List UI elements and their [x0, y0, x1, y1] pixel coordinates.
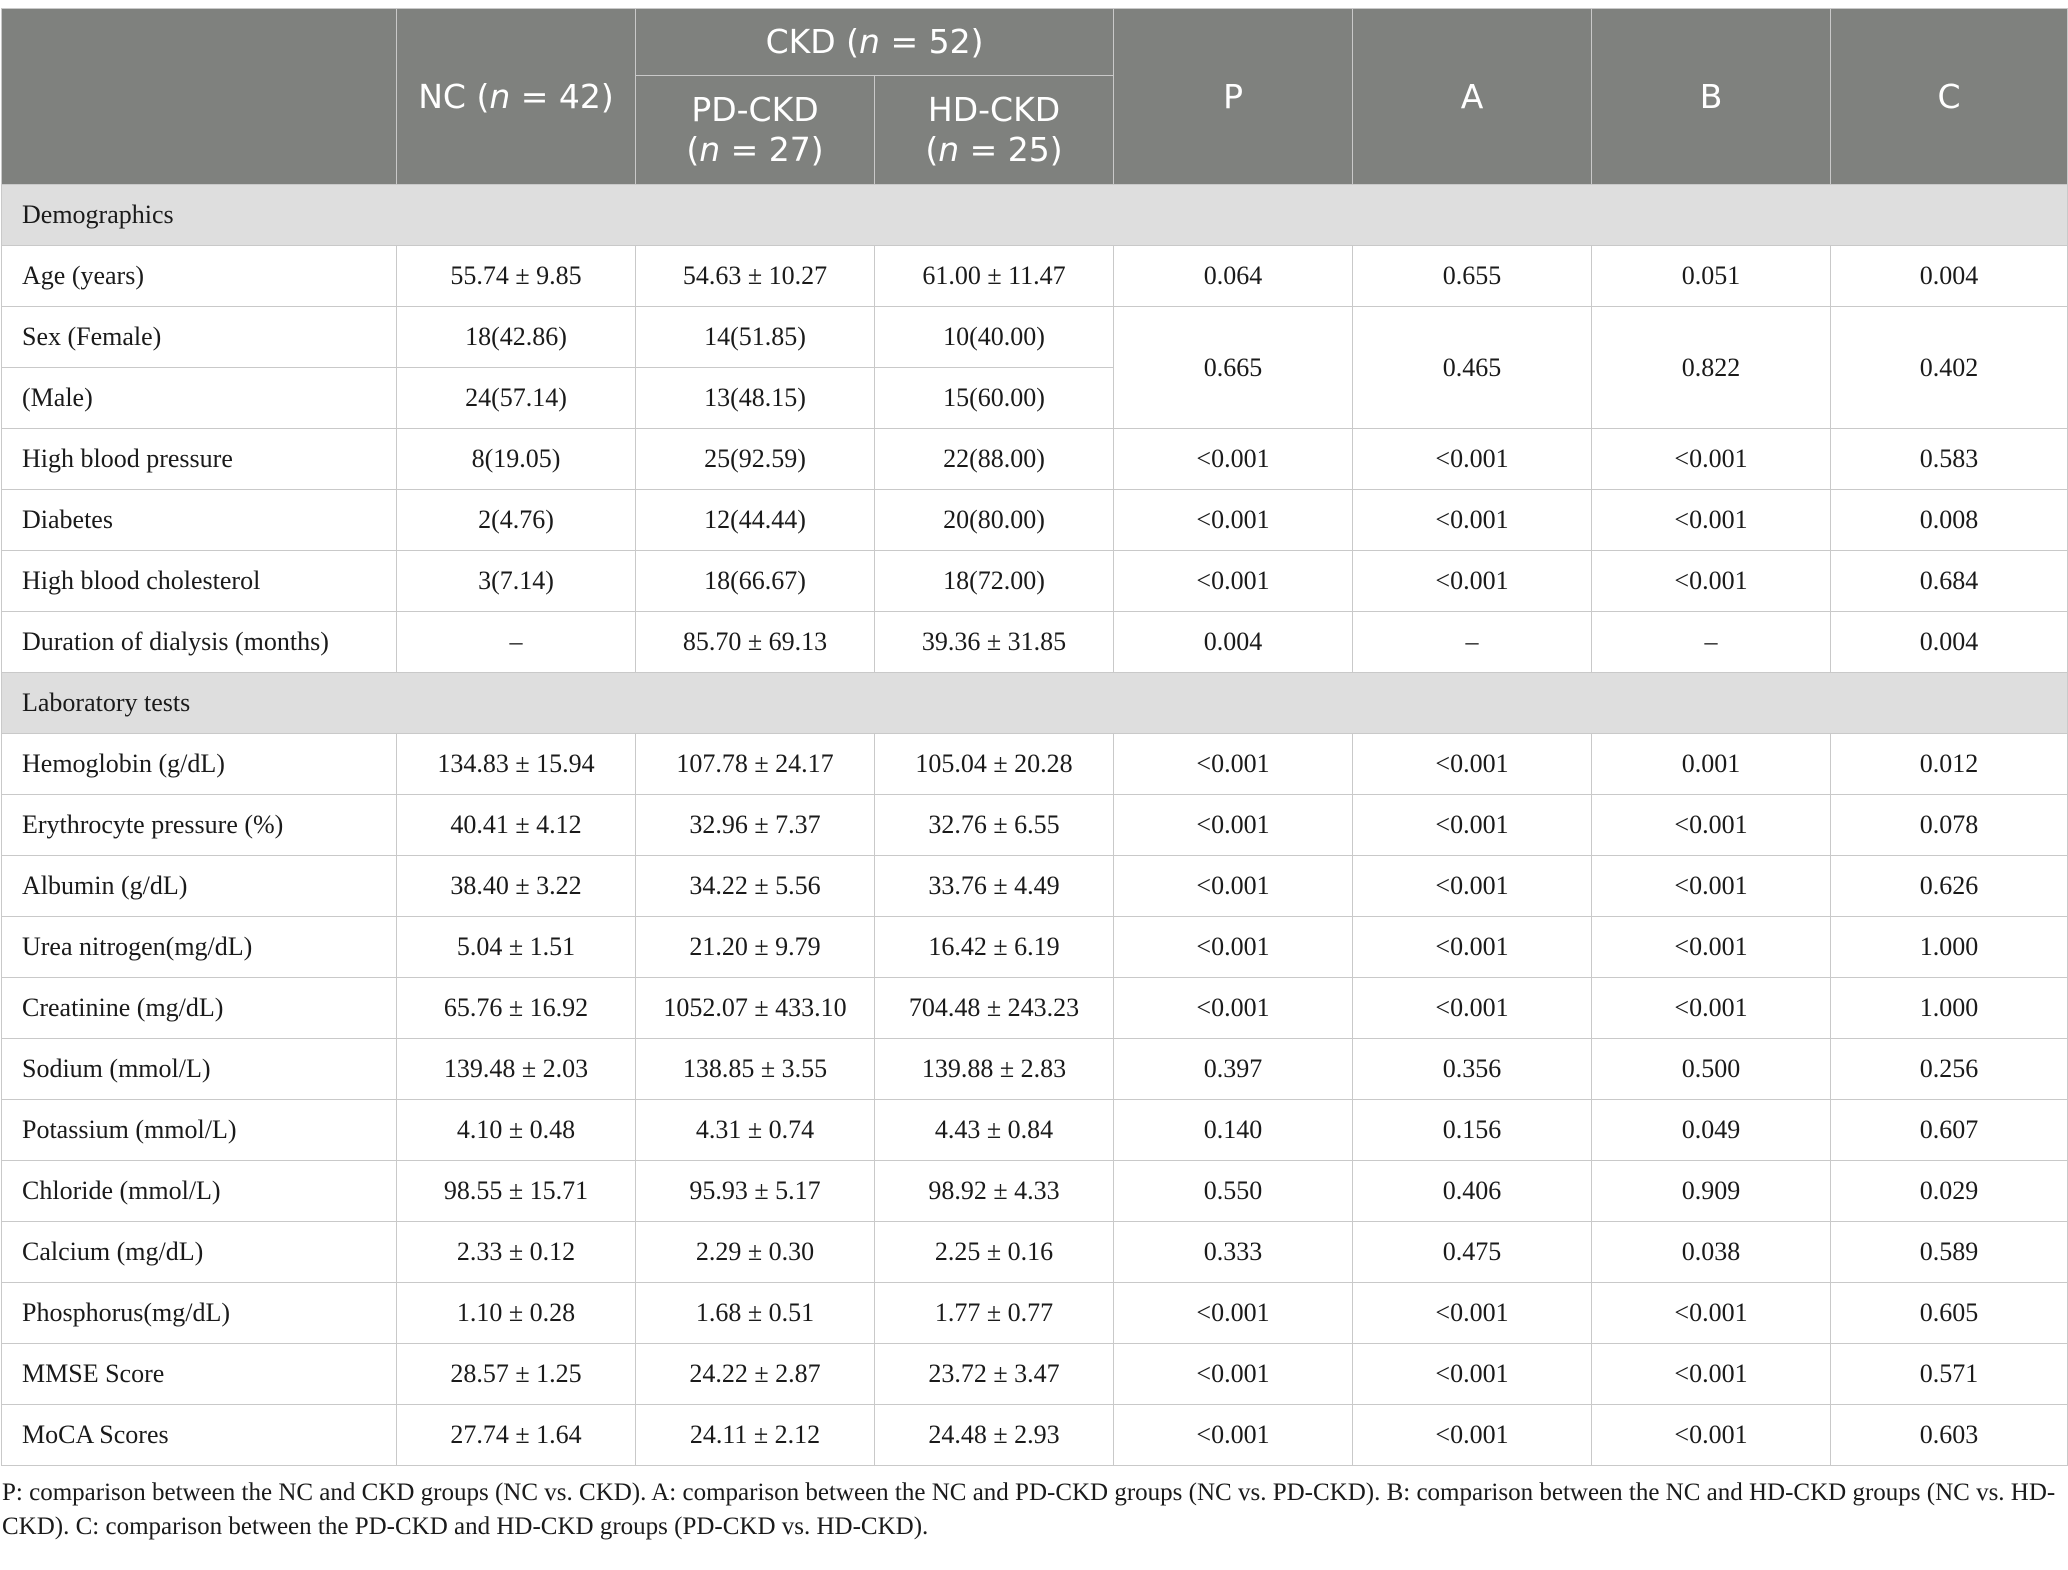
- header-pd-label: PD-CKD: [691, 90, 819, 129]
- cell-p: <0.001: [1114, 1344, 1353, 1405]
- cell-c: 0.029: [1831, 1161, 2068, 1222]
- row-label: Age (years): [2, 246, 397, 307]
- table-row: [2, 917, 2068, 978]
- cell-c: 0.626: [1831, 856, 2068, 917]
- cell-pd: 95.93 ± 5.17: [636, 1161, 875, 1222]
- cell-pd: 21.20 ± 9.79: [636, 917, 875, 978]
- cell-p: 0.665: [1114, 307, 1353, 429]
- cell-pd: 25(92.59): [636, 429, 875, 490]
- row-label: Diabetes: [2, 490, 397, 551]
- header-nc: [397, 9, 636, 185]
- table-row: [2, 490, 2068, 551]
- cell-p: 0.064: [1114, 246, 1353, 307]
- cell-hd: 24.48 ± 2.93: [875, 1405, 1114, 1466]
- cell-nc: 24(57.14): [397, 368, 636, 429]
- cell-pd: 24.22 ± 2.87: [636, 1344, 875, 1405]
- cell-b: 0.822: [1592, 307, 1831, 429]
- header-a: A: [1353, 9, 1592, 185]
- header-pd-n: n: [699, 130, 721, 169]
- section-demographics: Demographics: [2, 185, 2068, 246]
- cell-pd: 18(66.67): [636, 551, 875, 612]
- table-row: [2, 734, 2068, 795]
- cell-hd: 1.77 ± 0.77: [875, 1283, 1114, 1344]
- table-row: [2, 551, 2068, 612]
- header-nc-count: = 42): [510, 76, 614, 116]
- cell-hd: 23.72 ± 3.47: [875, 1344, 1114, 1405]
- cell-a: –: [1353, 612, 1592, 673]
- table-row: [2, 612, 2068, 673]
- cell-nc: 134.83 ± 15.94: [397, 734, 636, 795]
- cell-pd: 34.22 ± 5.56: [636, 856, 875, 917]
- cell-c: 0.008: [1831, 490, 2068, 551]
- cell-nc: 55.74 ± 9.85: [397, 246, 636, 307]
- cell-nc: 139.48 ± 2.03: [397, 1039, 636, 1100]
- header-pd-ckd: [636, 76, 875, 185]
- cell-pd: 12(44.44): [636, 490, 875, 551]
- cell-nc: 40.41 ± 4.12: [397, 795, 636, 856]
- cell-pd: 54.63 ± 10.27: [636, 246, 875, 307]
- cell-hd: 39.36 ± 31.85: [875, 612, 1114, 673]
- cell-nc: 4.10 ± 0.48: [397, 1100, 636, 1161]
- cell-nc: 28.57 ± 1.25: [397, 1344, 636, 1405]
- cell-b: <0.001: [1592, 1283, 1831, 1344]
- cell-a: <0.001: [1353, 1283, 1592, 1344]
- row-label: High blood pressure: [2, 429, 397, 490]
- row-label: High blood cholesterol: [2, 551, 397, 612]
- table-row: [2, 1100, 2068, 1161]
- cell-pd: 13(48.15): [636, 368, 875, 429]
- cell-c: 0.583: [1831, 429, 2068, 490]
- header-b: B: [1592, 9, 1831, 185]
- table-row: [2, 429, 2068, 490]
- cell-a: <0.001: [1353, 856, 1592, 917]
- cell-a: 0.406: [1353, 1161, 1592, 1222]
- cell-b: <0.001: [1592, 856, 1831, 917]
- header-empty-cell: [2, 9, 397, 185]
- table-row: [2, 1344, 2068, 1405]
- cell-c: 0.004: [1831, 246, 2068, 307]
- cell-pd: 24.11 ± 2.12: [636, 1405, 875, 1466]
- cell-b: 0.038: [1592, 1222, 1831, 1283]
- cell-b: –: [1592, 612, 1831, 673]
- cell-pd: 2.29 ± 0.30: [636, 1222, 875, 1283]
- header-p: P: [1114, 9, 1353, 185]
- cell-p: <0.001: [1114, 429, 1353, 490]
- cell-c: 0.571: [1831, 1344, 2068, 1405]
- cell-a: 0.156: [1353, 1100, 1592, 1161]
- table-footnote: P: comparison between the NC and CKD groups (NC vs. CKD). A: comparison between the NC and PD-CKD groups (NC vs. PD-CKD). B: comparison between the NC and HD-CKD groups (NC vs. HD-CKD). C: comparison between the PD-CKD and HD-CKD groups (PD-CKD vs. HD-CKD).: [2, 1479, 2056, 1540]
- cell-pd: 1052.07 ± 433.10: [636, 978, 875, 1039]
- cell-p: <0.001: [1114, 1405, 1353, 1466]
- row-label: Erythrocyte pressure (%): [2, 795, 397, 856]
- cell-c: 0.607: [1831, 1100, 2068, 1161]
- cell-hd: 61.00 ± 11.47: [875, 246, 1114, 307]
- cell-nc: 38.40 ± 3.22: [397, 856, 636, 917]
- cell-hd: 22(88.00): [875, 429, 1114, 490]
- row-label: MMSE Score: [2, 1344, 397, 1405]
- header-ckd-count: = 52): [879, 22, 984, 61]
- header-ckd-n: n: [859, 22, 880, 61]
- cell-c: 0.402: [1831, 307, 2068, 429]
- cell-nc: 2(4.76): [397, 490, 636, 551]
- cell-nc: 18(42.86): [397, 307, 636, 368]
- cell-p: 0.550: [1114, 1161, 1353, 1222]
- table-row: [2, 307, 2068, 368]
- row-label: MoCA Scores: [2, 1405, 397, 1466]
- row-label: Albumin (g/dL): [2, 856, 397, 917]
- cell-c: 0.256: [1831, 1039, 2068, 1100]
- cell-c: 0.589: [1831, 1222, 2068, 1283]
- cell-p: 0.004: [1114, 612, 1353, 673]
- cell-hd: 139.88 ± 2.83: [875, 1039, 1114, 1100]
- cell-b: <0.001: [1592, 795, 1831, 856]
- cell-a: <0.001: [1353, 734, 1592, 795]
- row-label: Duration of dialysis (months): [2, 612, 397, 673]
- table-row: [2, 246, 2068, 307]
- cell-pd: 14(51.85): [636, 307, 875, 368]
- cell-nc: 5.04 ± 1.51: [397, 917, 636, 978]
- row-label: Calcium (mg/dL): [2, 1222, 397, 1283]
- row-label: Potassium (mmol/L): [2, 1100, 397, 1161]
- table-body: [2, 185, 2068, 1466]
- row-label: Hemoglobin (g/dL): [2, 734, 397, 795]
- row-label: Phosphorus(mg/dL): [2, 1283, 397, 1344]
- cell-a: <0.001: [1353, 1344, 1592, 1405]
- cell-pd: 4.31 ± 0.74: [636, 1100, 875, 1161]
- table-row: [2, 978, 2068, 1039]
- cell-c: 0.078: [1831, 795, 2068, 856]
- cell-nc: –: [397, 612, 636, 673]
- cell-pd: 138.85 ± 3.55: [636, 1039, 875, 1100]
- cell-a: <0.001: [1353, 795, 1592, 856]
- cell-c: 0.012: [1831, 734, 2068, 795]
- cell-hd: 15(60.00): [875, 368, 1114, 429]
- cell-a: <0.001: [1353, 490, 1592, 551]
- header-ckd: [636, 9, 1114, 76]
- cell-b: 0.909: [1592, 1161, 1831, 1222]
- cell-p: <0.001: [1114, 551, 1353, 612]
- cell-nc: 98.55 ± 15.71: [397, 1161, 636, 1222]
- cell-c: 1.000: [1831, 978, 2068, 1039]
- cell-b: <0.001: [1592, 917, 1831, 978]
- cell-p: 0.140: [1114, 1100, 1353, 1161]
- cell-b: <0.001: [1592, 429, 1831, 490]
- cell-b: <0.001: [1592, 1405, 1831, 1466]
- header-nc-label: NC (: [418, 76, 490, 116]
- header-pd-count: = 27): [720, 130, 824, 169]
- cell-p: 0.397: [1114, 1039, 1353, 1100]
- cell-b: <0.001: [1592, 1344, 1831, 1405]
- cell-pd: 1.68 ± 0.51: [636, 1283, 875, 1344]
- cell-a: <0.001: [1353, 429, 1592, 490]
- header-hd-n: n: [938, 130, 960, 169]
- row-label: Creatinine (mg/dL): [2, 978, 397, 1039]
- cell-hd: 98.92 ± 4.33: [875, 1161, 1114, 1222]
- cell-hd: 20(80.00): [875, 490, 1114, 551]
- cell-c: 0.684: [1831, 551, 2068, 612]
- cell-a: <0.001: [1353, 917, 1592, 978]
- characteristics-table: [1, 8, 2068, 1466]
- cell-c: 0.004: [1831, 612, 2068, 673]
- cell-c: 0.605: [1831, 1283, 2068, 1344]
- cell-nc: 8(19.05): [397, 429, 636, 490]
- cell-pd: 32.96 ± 7.37: [636, 795, 875, 856]
- cell-a: 0.655: [1353, 246, 1592, 307]
- header-hd-paren: (: [925, 130, 939, 169]
- cell-p: <0.001: [1114, 490, 1353, 551]
- cell-p: <0.001: [1114, 795, 1353, 856]
- cell-hd: 2.25 ± 0.16: [875, 1222, 1114, 1283]
- cell-hd: 10(40.00): [875, 307, 1114, 368]
- table-header: [2, 9, 2068, 185]
- cell-b: <0.001: [1592, 490, 1831, 551]
- cell-b: 0.500: [1592, 1039, 1831, 1100]
- cell-b: <0.001: [1592, 551, 1831, 612]
- cell-p: <0.001: [1114, 734, 1353, 795]
- cell-b: <0.001: [1592, 978, 1831, 1039]
- cell-hd: 18(72.00): [875, 551, 1114, 612]
- header-nc-n: n: [489, 76, 511, 116]
- table-row: [2, 1222, 2068, 1283]
- section-laboratory-tests: Laboratory tests: [2, 673, 2068, 734]
- cell-nc: 27.74 ± 1.64: [397, 1405, 636, 1466]
- cell-p: 0.333: [1114, 1222, 1353, 1283]
- cell-a: 0.465: [1353, 307, 1592, 429]
- cell-hd: 105.04 ± 20.28: [875, 734, 1114, 795]
- table-figure: [0, 8, 2068, 1544]
- cell-hd: 704.48 ± 243.23: [875, 978, 1114, 1039]
- table-row: [2, 795, 2068, 856]
- cell-hd: 4.43 ± 0.84: [875, 1100, 1114, 1161]
- header-pd-paren: (: [686, 130, 700, 169]
- cell-pd: 85.70 ± 69.13: [636, 612, 875, 673]
- cell-b: 0.001: [1592, 734, 1831, 795]
- cell-a: <0.001: [1353, 978, 1592, 1039]
- table-row: [2, 1283, 2068, 1344]
- table-row: [2, 856, 2068, 917]
- cell-a: 0.475: [1353, 1222, 1592, 1283]
- header-hd-count: = 25): [959, 130, 1063, 169]
- cell-pd: 107.78 ± 24.17: [636, 734, 875, 795]
- cell-p: <0.001: [1114, 917, 1353, 978]
- table-row: [2, 1405, 2068, 1466]
- cell-c: 1.000: [1831, 917, 2068, 978]
- cell-nc: 3(7.14): [397, 551, 636, 612]
- cell-nc: 2.33 ± 0.12: [397, 1222, 636, 1283]
- cell-b: 0.049: [1592, 1100, 1831, 1161]
- table-row: [2, 1161, 2068, 1222]
- header-hd-label: HD-CKD: [927, 90, 1061, 129]
- row-label: Sex (Female): [2, 307, 397, 368]
- cell-nc: 65.76 ± 16.92: [397, 978, 636, 1039]
- header-ckd-label: CKD (: [765, 22, 860, 61]
- header-hd-ckd: [875, 76, 1114, 185]
- cell-c: 0.603: [1831, 1405, 2068, 1466]
- row-label: Sodium (mmol/L): [2, 1039, 397, 1100]
- cell-nc: 1.10 ± 0.28: [397, 1283, 636, 1344]
- row-label: Chloride (mmol/L): [2, 1161, 397, 1222]
- cell-b: 0.051: [1592, 246, 1831, 307]
- header-c: C: [1831, 9, 2068, 185]
- cell-a: <0.001: [1353, 551, 1592, 612]
- cell-p: <0.001: [1114, 978, 1353, 1039]
- cell-p: <0.001: [1114, 856, 1353, 917]
- cell-p: <0.001: [1114, 1283, 1353, 1344]
- row-label: Urea nitrogen(mg/dL): [2, 917, 397, 978]
- cell-hd: 32.76 ± 6.55: [875, 795, 1114, 856]
- row-label: (Male): [2, 368, 397, 429]
- cell-hd: 33.76 ± 4.49: [875, 856, 1114, 917]
- cell-a: 0.356: [1353, 1039, 1592, 1100]
- cell-hd: 16.42 ± 6.19: [875, 917, 1114, 978]
- cell-a: <0.001: [1353, 1405, 1592, 1466]
- table-row: [2, 1039, 2068, 1100]
